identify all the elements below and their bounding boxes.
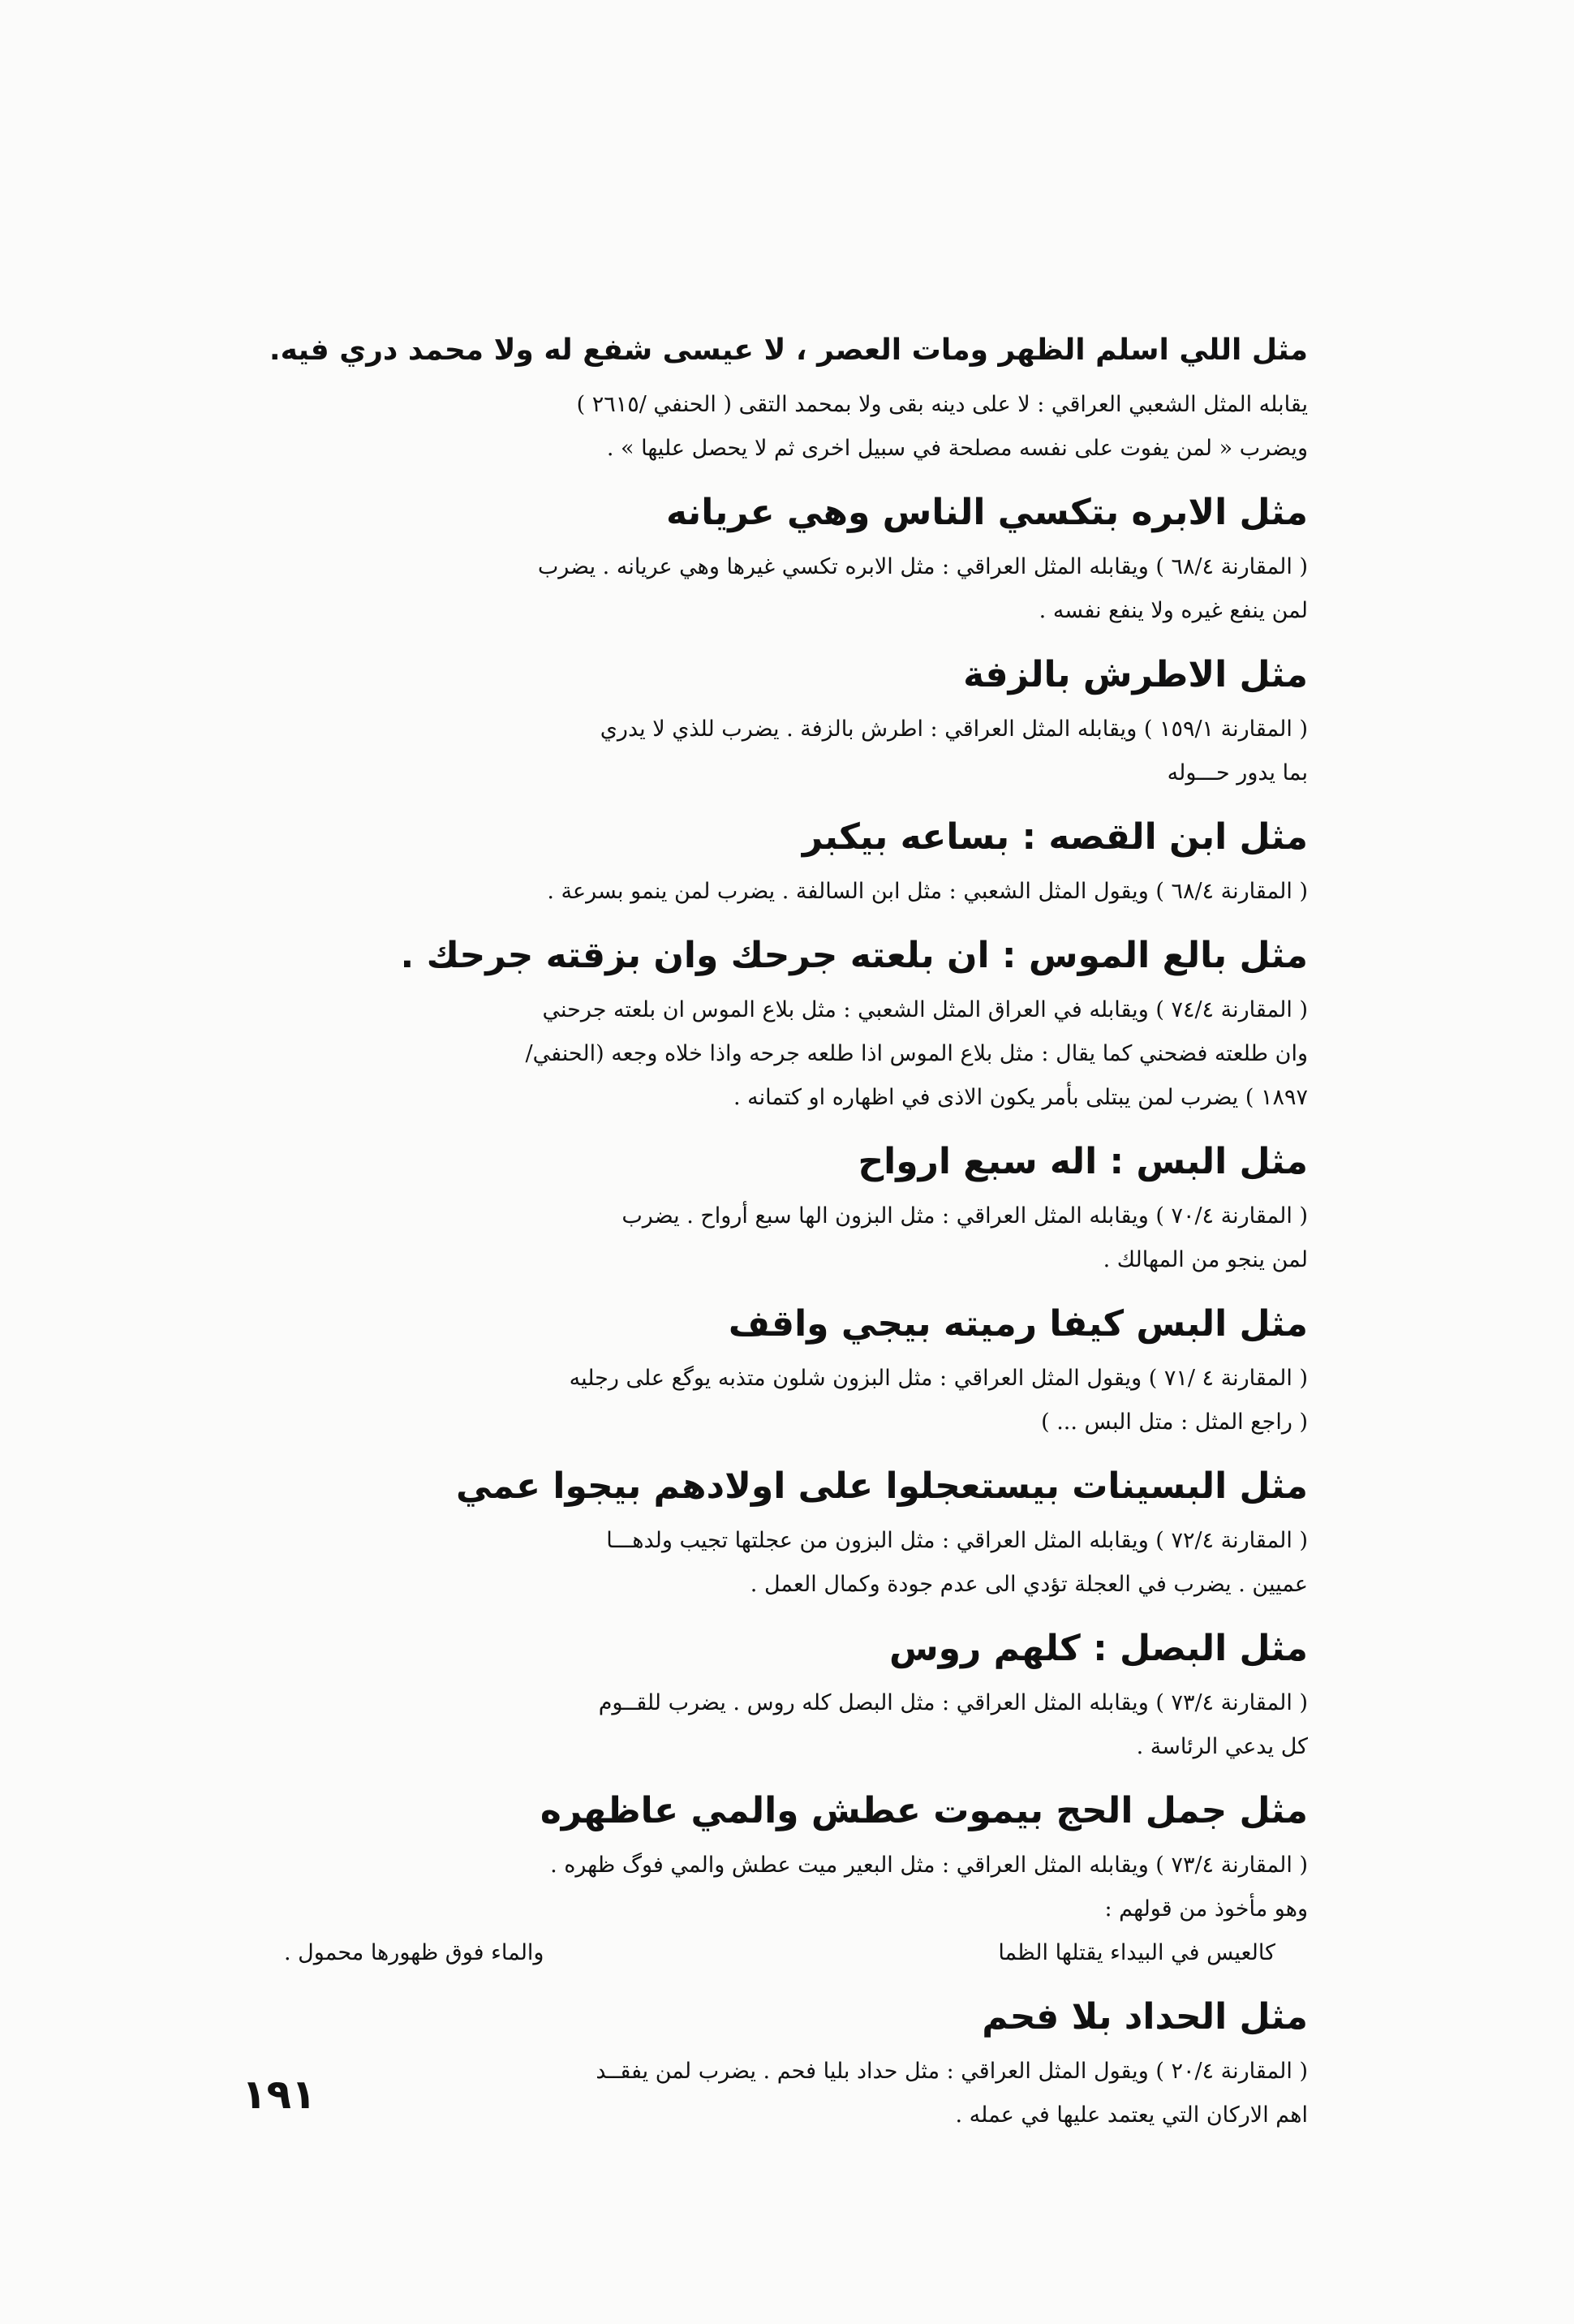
commentary-line: وان طلعته فضحني كما يقال : مثل بلاع الموس اذا طلعه جرحه واذا خلاه وجعه (الحنفي/ [525, 1041, 1308, 1066]
proverb-entry [252, 811, 1308, 914]
proverb-heading: مثل جمل الحج بيموت عطش والمي عاظهره [540, 1790, 1308, 1831]
proverb-entry [252, 325, 1308, 471]
proverb-heading: مثل الحداد بلا فحم [982, 1996, 1308, 2038]
proverb-heading: مثل ابن القصه : بساعه بيكبر [802, 816, 1308, 858]
poetry-verse [252, 1931, 1308, 1975]
commentary-line: ( المقارنة ٧٤/٤ ) ويقابله في العراق المثل الشعبي : مثل بلاع الموس ان بلعته جرحني [542, 997, 1308, 1022]
proverb-heading: مثل اللي اسلم الظهر ومات العصر ، لا عيسى شفع له ولا محمد دري فيه. [269, 334, 1308, 367]
commentary-line: وهو مأخوذ من قولهم : [1104, 1896, 1308, 1922]
proverb-heading: مثل البس : اله سبع ارواح [858, 1141, 1308, 1182]
commentary-line: ( المقارنة ٧٢/٤ ) ويقابله المثل العراقي : مثل البزون من عجلتها تجيب ولدهـــا [606, 1528, 1308, 1553]
proverb-heading: مثل البسينات بيستعجلوا على اولادهم بيجوا عمي [455, 1465, 1308, 1507]
proverb-entry [252, 1136, 1308, 1282]
verse-first-hemistich: كالعيس في البيداء يقتلها الظما [998, 1940, 1275, 1965]
proverb-heading: مثل الاطرش بالزفة [963, 654, 1308, 695]
commentary-line: ( المقارنة ٧٣/٤ ) ويقابله المثل العراقي : مثل البصل كله روس . يضرب للقــوم [598, 1690, 1308, 1715]
commentary-line: ( المقارنة ٦٨/٤ ) ويقابله المثل العراقي : مثل الابره تكسي غيرها وهي عريانه . يضرب [537, 554, 1308, 579]
verse-second-hemistich: والماء فوق ظهورها محمول . [284, 1940, 544, 1965]
proverb-entry [252, 930, 1308, 1120]
proverb-entry [252, 649, 1308, 795]
commentary-line: ( المقارنة ٧٣/٤ ) ويقابله المثل العراقي : مثل البعير ميت عطش والمي فوگ ظهره . [550, 1853, 1308, 1878]
commentary-line: ( المقارنة ٦٨/٤ ) ويقول المثل الشعبي : مثل ابن السالفة . يضرب لمن ينمو بسرعة . [547, 879, 1308, 904]
commentary-line: بما يدور حـــوله [1167, 760, 1308, 785]
proverb-heading: مثل الابره بتكسي الناس وهي عريانه [666, 492, 1308, 533]
commentary-line: ١٨٩٧ ) يضرب لمن يبتلى بأمر يكون الاذى في اظهاره او كتمانه . [733, 1085, 1308, 1110]
proverb-entry [252, 1623, 1308, 1769]
proverb-entry [252, 487, 1308, 633]
commentary-line: ويضرب « لمن يفوت على نفسه مصلحة في سبيل اخرى ثم لا يحصل عليها » . [606, 436, 1308, 461]
commentary-line: ( المقارنة ١٥٩/١ ) ويقابله المثل العراقي : اطرش بالزفة . يضرب للذي لا يدري [600, 717, 1308, 742]
commentary-line: عميين . يضرب في العجلة تؤدي الى عدم جودة وكمال العمل . [750, 1572, 1308, 1597]
commentary-line: ( المقارنة ٧٠/٤ ) ويقابله المثل العراقي : مثل البزون الها سبع أرواح . يضرب [621, 1203, 1308, 1229]
proverb-entry [252, 1461, 1308, 1607]
proverb-entry [252, 1785, 1308, 1975]
proverb-entry [252, 1991, 1308, 2137]
commentary-line: اهم الاركان التي يعتمد عليها في عمله . [955, 2102, 1308, 2128]
commentary-line: لمن ينفع غيره ولا ينفع نفسه . [1039, 598, 1308, 623]
commentary-line: يقابله المثل الشعبي العراقي : لا على دينه بقى ولا بمحمد التقى ( الحنفي /٢٦١٥ ) [576, 392, 1308, 417]
page-number: ١٩١ [242, 2071, 316, 2118]
commentary-line: ( راجع المثل : متل البس ... ) [1041, 1409, 1308, 1435]
commentary-line: لمن ينجو من المهالك . [1103, 1247, 1308, 1272]
proverb-heading: مثل البس كيفا رميته بيجي واقف [728, 1303, 1308, 1345]
commentary-line: ( المقارنة ٤ /٧١ ) ويقول المثل العراقي : مثل البزون شلون متذبه يوگع على رجليه [569, 1366, 1308, 1391]
page-content [252, 325, 1308, 2154]
proverb-heading: مثل البصل : كلهم روس [888, 1628, 1308, 1669]
commentary-line: ( المقارنة ٢٠/٤ ) ويقول المثل العراقي : مثل حداد بليا فحم . يضرب لمن يفقــد [596, 2059, 1308, 2084]
proverb-entry [252, 1298, 1308, 1444]
proverb-heading: مثل بالع الموس : ان بلعته جرحك وان بزقته جرحك . [400, 935, 1308, 976]
commentary-line: كل يدعي الرئاسة . [1136, 1734, 1308, 1759]
